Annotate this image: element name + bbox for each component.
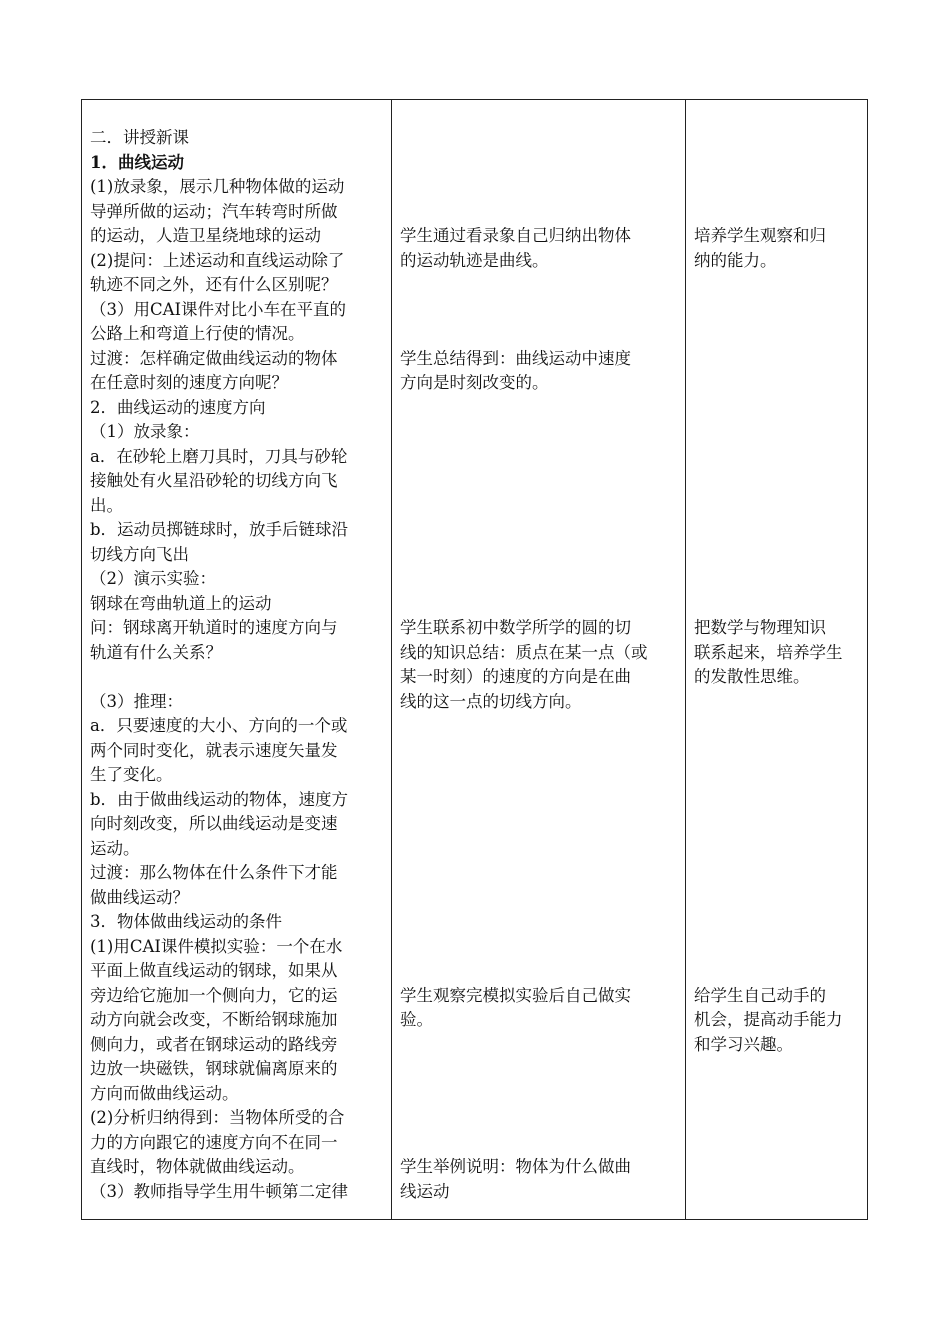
teacher-text-line: 出。 bbox=[90, 495, 123, 515]
teacher-text-line: 导弹所做的运动；汽车转弯时所做 bbox=[90, 201, 338, 221]
teacher-text-line: 轨道有什么关系？ bbox=[90, 642, 222, 662]
teacher-text-line: 问：钢球离开轨道时的速度方向与 bbox=[90, 618, 338, 637]
teacher-text-line: 做曲线运动？ bbox=[90, 887, 189, 907]
teacher-text-line: （1）放录象： bbox=[90, 422, 200, 441]
teacher-text-line: 两个同时变化，就表示速度矢量发 bbox=[90, 740, 338, 760]
intent-text-line: 给学生自己动手的 bbox=[694, 985, 826, 1005]
teacher-text-line: 在任意时刻的速度方向呢？ bbox=[90, 373, 288, 392]
student-text-line: 某一时刻）的速度的方向是在曲 bbox=[400, 667, 631, 686]
teacher-text-line: 2．曲线运动的速度方向 bbox=[90, 397, 266, 417]
student-text-line: 的运动轨迹是曲线。 bbox=[400, 250, 549, 270]
teacher-text-line: 3．物体做曲线运动的条件 bbox=[90, 912, 282, 931]
teacher-text-line: 轨迹不同之外，还有什么区别呢？ bbox=[90, 275, 338, 294]
teacher-text-line: 过渡：那么物体在什么条件下才能 bbox=[90, 863, 338, 882]
teacher-text-line: 公路上和弯道上行使的情况。 bbox=[90, 324, 305, 343]
teacher-text-line: 切线方向飞出 bbox=[90, 544, 189, 564]
intent-text-line: 联系起来，培养学生 bbox=[694, 642, 843, 662]
intent-text-line: 的发散性思维。 bbox=[694, 667, 810, 686]
teacher-text-line: 过渡：怎样确定做曲线运动的物体 bbox=[90, 348, 338, 368]
teacher-text-line: 的运动，人造卫星绕地球的运动 bbox=[90, 226, 321, 245]
intent-text-line: 和学习兴趣。 bbox=[694, 1034, 793, 1054]
teacher-text-line: （3）用CAI课件对比小车在平直的 bbox=[90, 299, 347, 319]
student-text-line: 线运动 bbox=[400, 1181, 450, 1201]
teacher-text-line: a．只要速度的大小、方向的一个或 bbox=[90, 716, 348, 735]
teacher-text-line: 1．曲线运动 bbox=[90, 152, 184, 172]
student-text-line: 学生举例说明：物体为什么做曲 bbox=[400, 1157, 631, 1176]
teacher-text-line: b．运动员掷链球时，放手后链球沿 bbox=[90, 520, 349, 539]
teacher-text-line: 接触处有火星沿砂轮的切线方向飞 bbox=[90, 471, 338, 490]
column-divider-1 bbox=[391, 100, 392, 1219]
teacher-text-line: 向时刻改变，所以曲线运动是变速 bbox=[90, 814, 338, 833]
teacher-text-line: 旁边给它施加一个侧向力，它的运 bbox=[90, 985, 338, 1005]
teacher-text-line: （3）教师指导学生用牛顿第二定律 bbox=[90, 1181, 348, 1201]
student-text-line: 学生联系初中数学所学的圆的切 bbox=[400, 618, 631, 637]
intent-text-line: 把数学与物理知识 bbox=[694, 618, 826, 637]
teacher-text-line: 平面上做直线运动的钢球，如果从 bbox=[90, 961, 338, 980]
lesson-plan-table bbox=[81, 99, 868, 1220]
teacher-text-line: (1)放录象，展示几种物体做的运动 bbox=[90, 177, 345, 196]
teacher-text-line: (1)用CAI课件模拟实验：一个在水 bbox=[90, 936, 343, 956]
teacher-text-line: 钢球在弯曲轨道上的运动 bbox=[90, 593, 272, 613]
teacher-text-line: 直线时，物体就做曲线运动。 bbox=[90, 1157, 305, 1176]
teacher-text-line: （2）演示实验： bbox=[90, 569, 216, 588]
student-text-line: 学生通过看录象自己归纳出物体 bbox=[400, 226, 631, 245]
student-text-line: 学生观察完模拟实验后自己做实 bbox=[400, 985, 631, 1005]
column-divider-2 bbox=[685, 100, 686, 1219]
student-text-line: 方向是时刻改变的。 bbox=[400, 373, 549, 392]
teacher-text-line: 二．讲授新课 bbox=[90, 128, 189, 147]
student-text-line: 线的这一点的切线方向。 bbox=[400, 691, 582, 711]
teacher-text-line: (2)提问：上述运动和直线运动除了 bbox=[90, 250, 345, 270]
intent-text-line: 纳的能力。 bbox=[694, 250, 777, 270]
student-text-line: 线的知识总结：质点在某一点（或 bbox=[400, 642, 648, 662]
teacher-text-line: (2)分析归纳得到：当物体所受的合 bbox=[90, 1108, 345, 1127]
intent-text-line: 培养学生观察和归 bbox=[694, 226, 826, 245]
teacher-text-line: a．在砂轮上磨刀具时，刀具与砂轮 bbox=[90, 446, 348, 466]
teacher-text-line: 力的方向跟它的速度方向不在同一 bbox=[90, 1132, 338, 1152]
student-text-line: 学生总结得到：曲线运动中速度 bbox=[400, 348, 631, 368]
teacher-text-line: 方向而做曲线运动。 bbox=[90, 1083, 239, 1103]
teacher-text-line: 动方向就会改变，不断给钢球施加 bbox=[90, 1010, 338, 1029]
teacher-text-line: 运动。 bbox=[90, 838, 140, 858]
intent-text-line: 机会，提高动手能力 bbox=[694, 1010, 843, 1029]
teacher-text-line: 边放一块磁铁，钢球就偏离原来的 bbox=[90, 1059, 338, 1078]
teacher-text-line: （3）推理： bbox=[90, 691, 183, 711]
teacher-text-line: b．由于做曲线运动的物体，速度方 bbox=[90, 789, 349, 809]
teacher-text-line: 侧向力，或者在钢球运动的路线旁 bbox=[90, 1034, 338, 1054]
student-text-line: 验。 bbox=[400, 1010, 433, 1029]
teacher-text-line: 生了变化。 bbox=[90, 765, 173, 784]
